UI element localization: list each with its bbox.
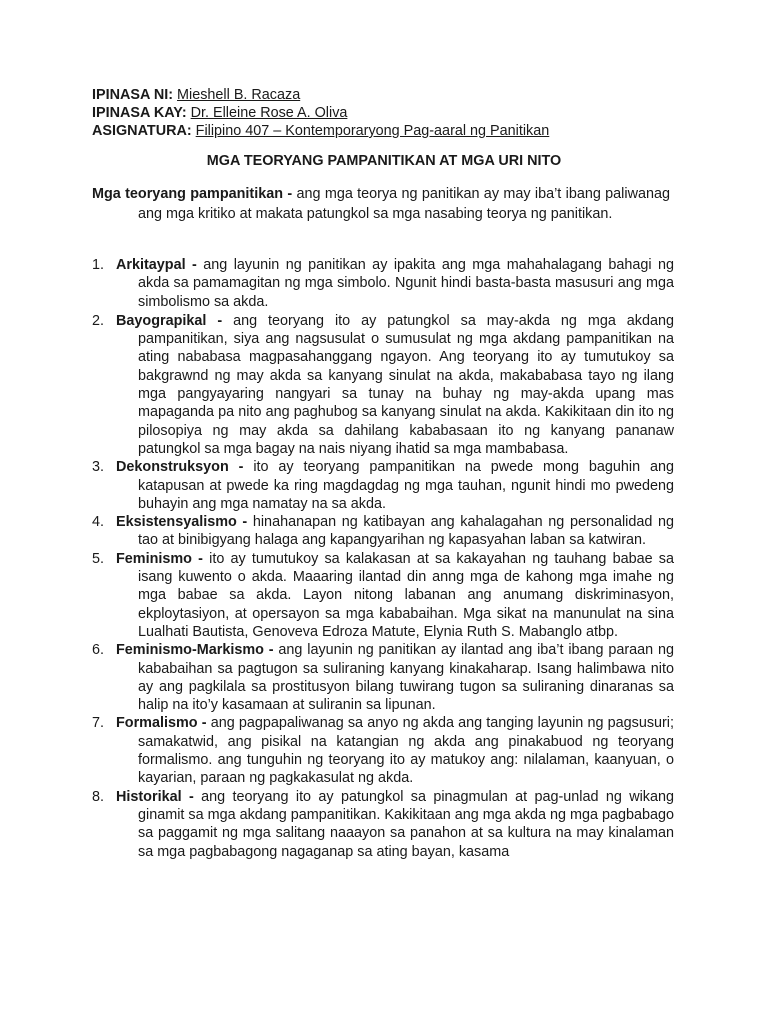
list-item-text: ang teoryang ito ay patungkol sa pinagmulan at pag-unlad ng wikang ginamit sa mga akdang pampanitikan. Kakikitaan ang mga akda ng mga pagbabago sa paggamit ng mga salitang naaayon sa panahon at sa kultura na may kinalaman sa mga pagbabagong nagaganap sa ating bayan, kasama	[138, 788, 675, 860]
list-item-text: hinahanapan ng katibayan ang kahalagahan ng personalidad ng tao at binibigyang halaga ang kapangyarihan ng kapasyahan laban sa katwiran.	[138, 514, 674, 549]
list-item	[92, 312, 674, 458]
list-item-number: 5.	[92, 550, 105, 567]
list-item-number: 2.	[92, 312, 105, 329]
subject-value: Filipino 407 – Kontemporaryong Pag-aaral ng Panitikan	[195, 123, 550, 139]
list-item-text: ito ay teoryang pampanitikan na pwede mong baguhin ang katapusan at pwede ka ring magdagdag ng mga tauhan, ngunit hindi mo pwedeng buhayin ang mga namatay na sa akda.	[138, 459, 675, 512]
list-item-number: 4.	[92, 514, 105, 531]
document-header	[92, 86, 549, 140]
submitted-to-label: IPINASA KAY:	[92, 105, 187, 121]
list-item-text: ang teoryang ito ay patungkol sa may-akda ng mga akdang pampanitikan, siya ang nagsusulat o sumusulat ng mga akdang pampanitikan na ating nababasa magpasahanggang ngayon. Ang teoryang ito ay tumutukoy sa bakgrawnd ng may akda sa kanyang sinulat na akda, makababasa tayo ng ilang mga pangyayaring nangyari sa tunay na buhay ng may-akda upang mas mapaganda pa nito ang paghubog sa kanyang sinulat na akda. Kakikitaan din ito ng pilosopiya ng may akda sa dahilang kababasaan ito ng kanyang pananaw patungkol sa mga bagay na nais niyang ihatid sa mga mambabasa.	[138, 312, 675, 457]
list-item-number: 6.	[92, 642, 105, 659]
submitted-by-value: Mieshell B. Racaza	[177, 87, 301, 103]
list-item-term: Eksistensyalismo -	[116, 514, 248, 531]
subject-row	[92, 122, 549, 140]
list-item	[92, 788, 674, 861]
theory-list	[92, 256, 674, 861]
submitted-by-label: IPINASA NI:	[92, 87, 174, 103]
list-item	[92, 550, 674, 641]
list-item-term: Bayograpikal -	[116, 312, 223, 329]
list-item-term: Feminismo-Markismo -	[116, 642, 274, 659]
list-item-number: 1.	[92, 257, 105, 273]
submitted-to-value: Dr. Elleine Rose A. Oliva	[190, 105, 348, 121]
list-item-number: 3.	[92, 459, 105, 476]
list-item	[92, 256, 674, 311]
document-title: MGA TEORYANG PAMPANITIKAN AT MGA URI NITO	[206, 153, 562, 169]
intro-term: Mga teoryang pampanitikan -	[92, 186, 293, 202]
list-item-term: Arkitaypal -	[116, 257, 197, 273]
list-item-term: Historikal -	[116, 788, 194, 805]
list-item-number: 8.	[92, 788, 105, 805]
intro-paragraph	[92, 184, 670, 224]
list-item	[92, 714, 674, 787]
list-item	[92, 513, 674, 550]
list-item-text: ito ay tumutukoy sa kalakasan at sa kakayahan ng tauhang babae sa isang kuwento o akda. Maaaring ilantad din anng mga de kahong mga imahe ng mga babae sa akda. Layon nitong labanan ang anumang diskriminasyon, ekploytasiyon, at opersayon sa mga kababaihan. Mga sikat na manunulat na sina Lualhati Bautista, Genoveva Edroza Matute, Elynia Ruth S. Mabanglo atbp.	[138, 550, 675, 640]
submitted-to-row	[92, 104, 549, 122]
list-item-number: 7.	[92, 715, 105, 732]
subject-label: ASIGNATURA:	[92, 123, 192, 139]
list-item	[92, 641, 674, 714]
list-item-text: ang layunin ng panitikan ay ipakita ang mga mahahalagang bahagi ng akda sa pamamagitan ng mga simbolo. Ngunit hindi basta-basta masusuri ang mga simbolismo sa akda.	[138, 257, 674, 310]
list-item-term: Feminismo -	[116, 550, 203, 567]
list-item-term: Formalismo -	[116, 715, 207, 732]
list-item-text: ang pagpapaliwanag sa anyo ng akda ang tanging layunin ng pagsusuri; samakatwid, ang pisikal na katangian ng akda ang pinakabuod ng teoryang formalismo. ang tunguhin ng teoryang ito ay matukoy ang: nilalaman, kaanyuan, o kayarian, paraan ng pagkakasulat ng akda.	[138, 715, 675, 787]
list-item-term: Dekonstruksyon -	[116, 459, 244, 476]
list-item	[92, 458, 674, 513]
submitted-by-row	[92, 86, 549, 104]
list-item-text: ang layunin ng panitikan ay ilantad ang iba’t ibang paraan ng kababaihan sa pagtugon sa suliraning kanyang kinakaharap. Isang halimbawa nito ay ang pagkilala sa prostitusyon bilang tuwirang tugon sa suliraning dinaranas sa halip na ito’y kasamaan at suliranin sa lipunan.	[138, 642, 675, 714]
intro-text: ang mga teorya ng panitikan ay may iba’t ibang paliwanag ang mga kritiko at makata patungkol sa mga nasabing teorya ng panitikan.	[138, 186, 670, 222]
